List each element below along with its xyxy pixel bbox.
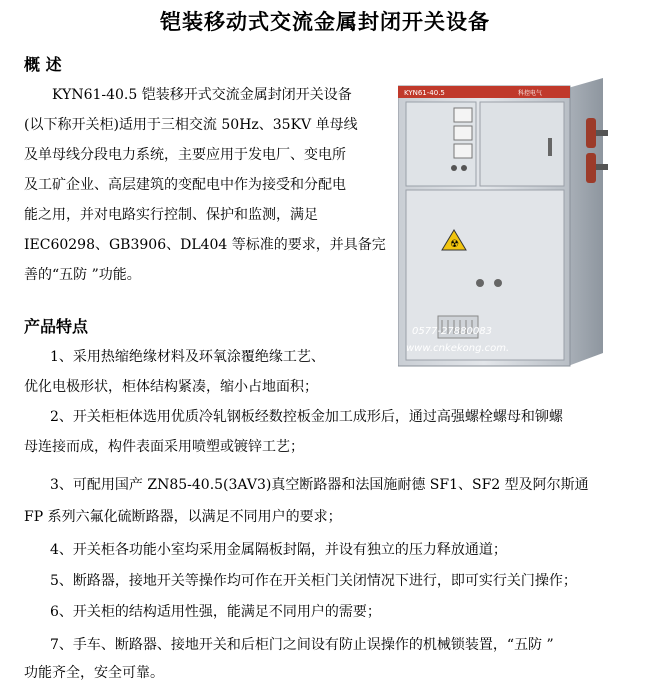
features-heading: 产品特点 (24, 317, 89, 336)
website-watermark: www.cnkekong.com. (406, 343, 510, 354)
overview-line: 能之用，并对电路实行控制、保护和监测，满足 (24, 207, 318, 223)
overview-line: (以下称开关柜)适用于三相交流 50Hz、35KV 单母线 (24, 117, 358, 133)
switchgear-cabinet-image (398, 78, 630, 368)
brand-label: 科控电气 (518, 90, 543, 97)
overview-line: KYN61-40.5 铠装移开式交流金属封闭开关设备 (52, 87, 352, 103)
cabinet-side-panel (568, 78, 603, 366)
feature-line: 母连接而成，构件表面采用喷塑或镀锌工艺； (24, 439, 304, 455)
feature-line: 5、断路器，接地开关等操作均可作在开关柜门关闭情况下进行，即可实行关门操作； (50, 573, 577, 589)
meter-display (454, 144, 472, 158)
feature-line: 4、开关柜各功能小室均采用金属隔板封隔，并设有独立的压力释放通道； (50, 542, 507, 558)
overview-line: IEC60298、GB3906、DL404 等标准的要求，并具备完 (24, 237, 386, 253)
feature-line: FP 系列六氟化硫断路器，以满足不同用户的要求； (24, 509, 342, 525)
overview-line: 善的“五防 ”功能。 (24, 267, 141, 283)
overview-line: 及单母线分段电力系统，主要应用于发电厂、变电所 (24, 147, 346, 163)
feature-line: 6、开关柜的结构适用性强，能满足不同用户的需要； (50, 604, 381, 620)
feature-line: 7、手车、断路器、接地开关和后柜门之间设有防止误操作的机械锁装置，“五防 ” (50, 637, 554, 653)
feature-line: 1、采用热缩绝缘材料及环氧涂覆绝缘工艺、 (50, 349, 325, 365)
overview-line: 及工矿企业、高层建筑的变配电中作为接受和分配电 (24, 177, 346, 193)
operating-knob (494, 279, 502, 287)
phone-watermark: 0577-27880083 (412, 326, 492, 337)
door-handle (548, 138, 552, 156)
feature-line: 优化电极形状，柜体结构紧凑，缩小占地面积； (24, 379, 318, 395)
overview-heading: 概 述 (24, 55, 62, 74)
model-label: KYN61-40.5 (404, 89, 445, 97)
indicator-lamp (451, 165, 457, 171)
operating-knob (476, 279, 484, 287)
indicator-lamp (461, 165, 467, 171)
feature-line: 3、可配用国产 ZN85-40.5(3AV3)真空断路器和法国施耐德 SF1、SF2 型及阿尔斯通 (50, 477, 589, 493)
meter-display (454, 108, 472, 122)
hazard-symbol: ☢ (450, 239, 459, 250)
meter-display (454, 126, 472, 140)
document-title: 铠装移动式交流金属封闭开关设备 (160, 10, 490, 34)
feature-line: 2、开关柜柜体选用优质冷轧钢板经数控板金加工成形后，通过高强螺栓螺母和铆螺 (50, 409, 563, 425)
feature-line: 功能齐全，安全可靠。 (24, 665, 164, 681)
